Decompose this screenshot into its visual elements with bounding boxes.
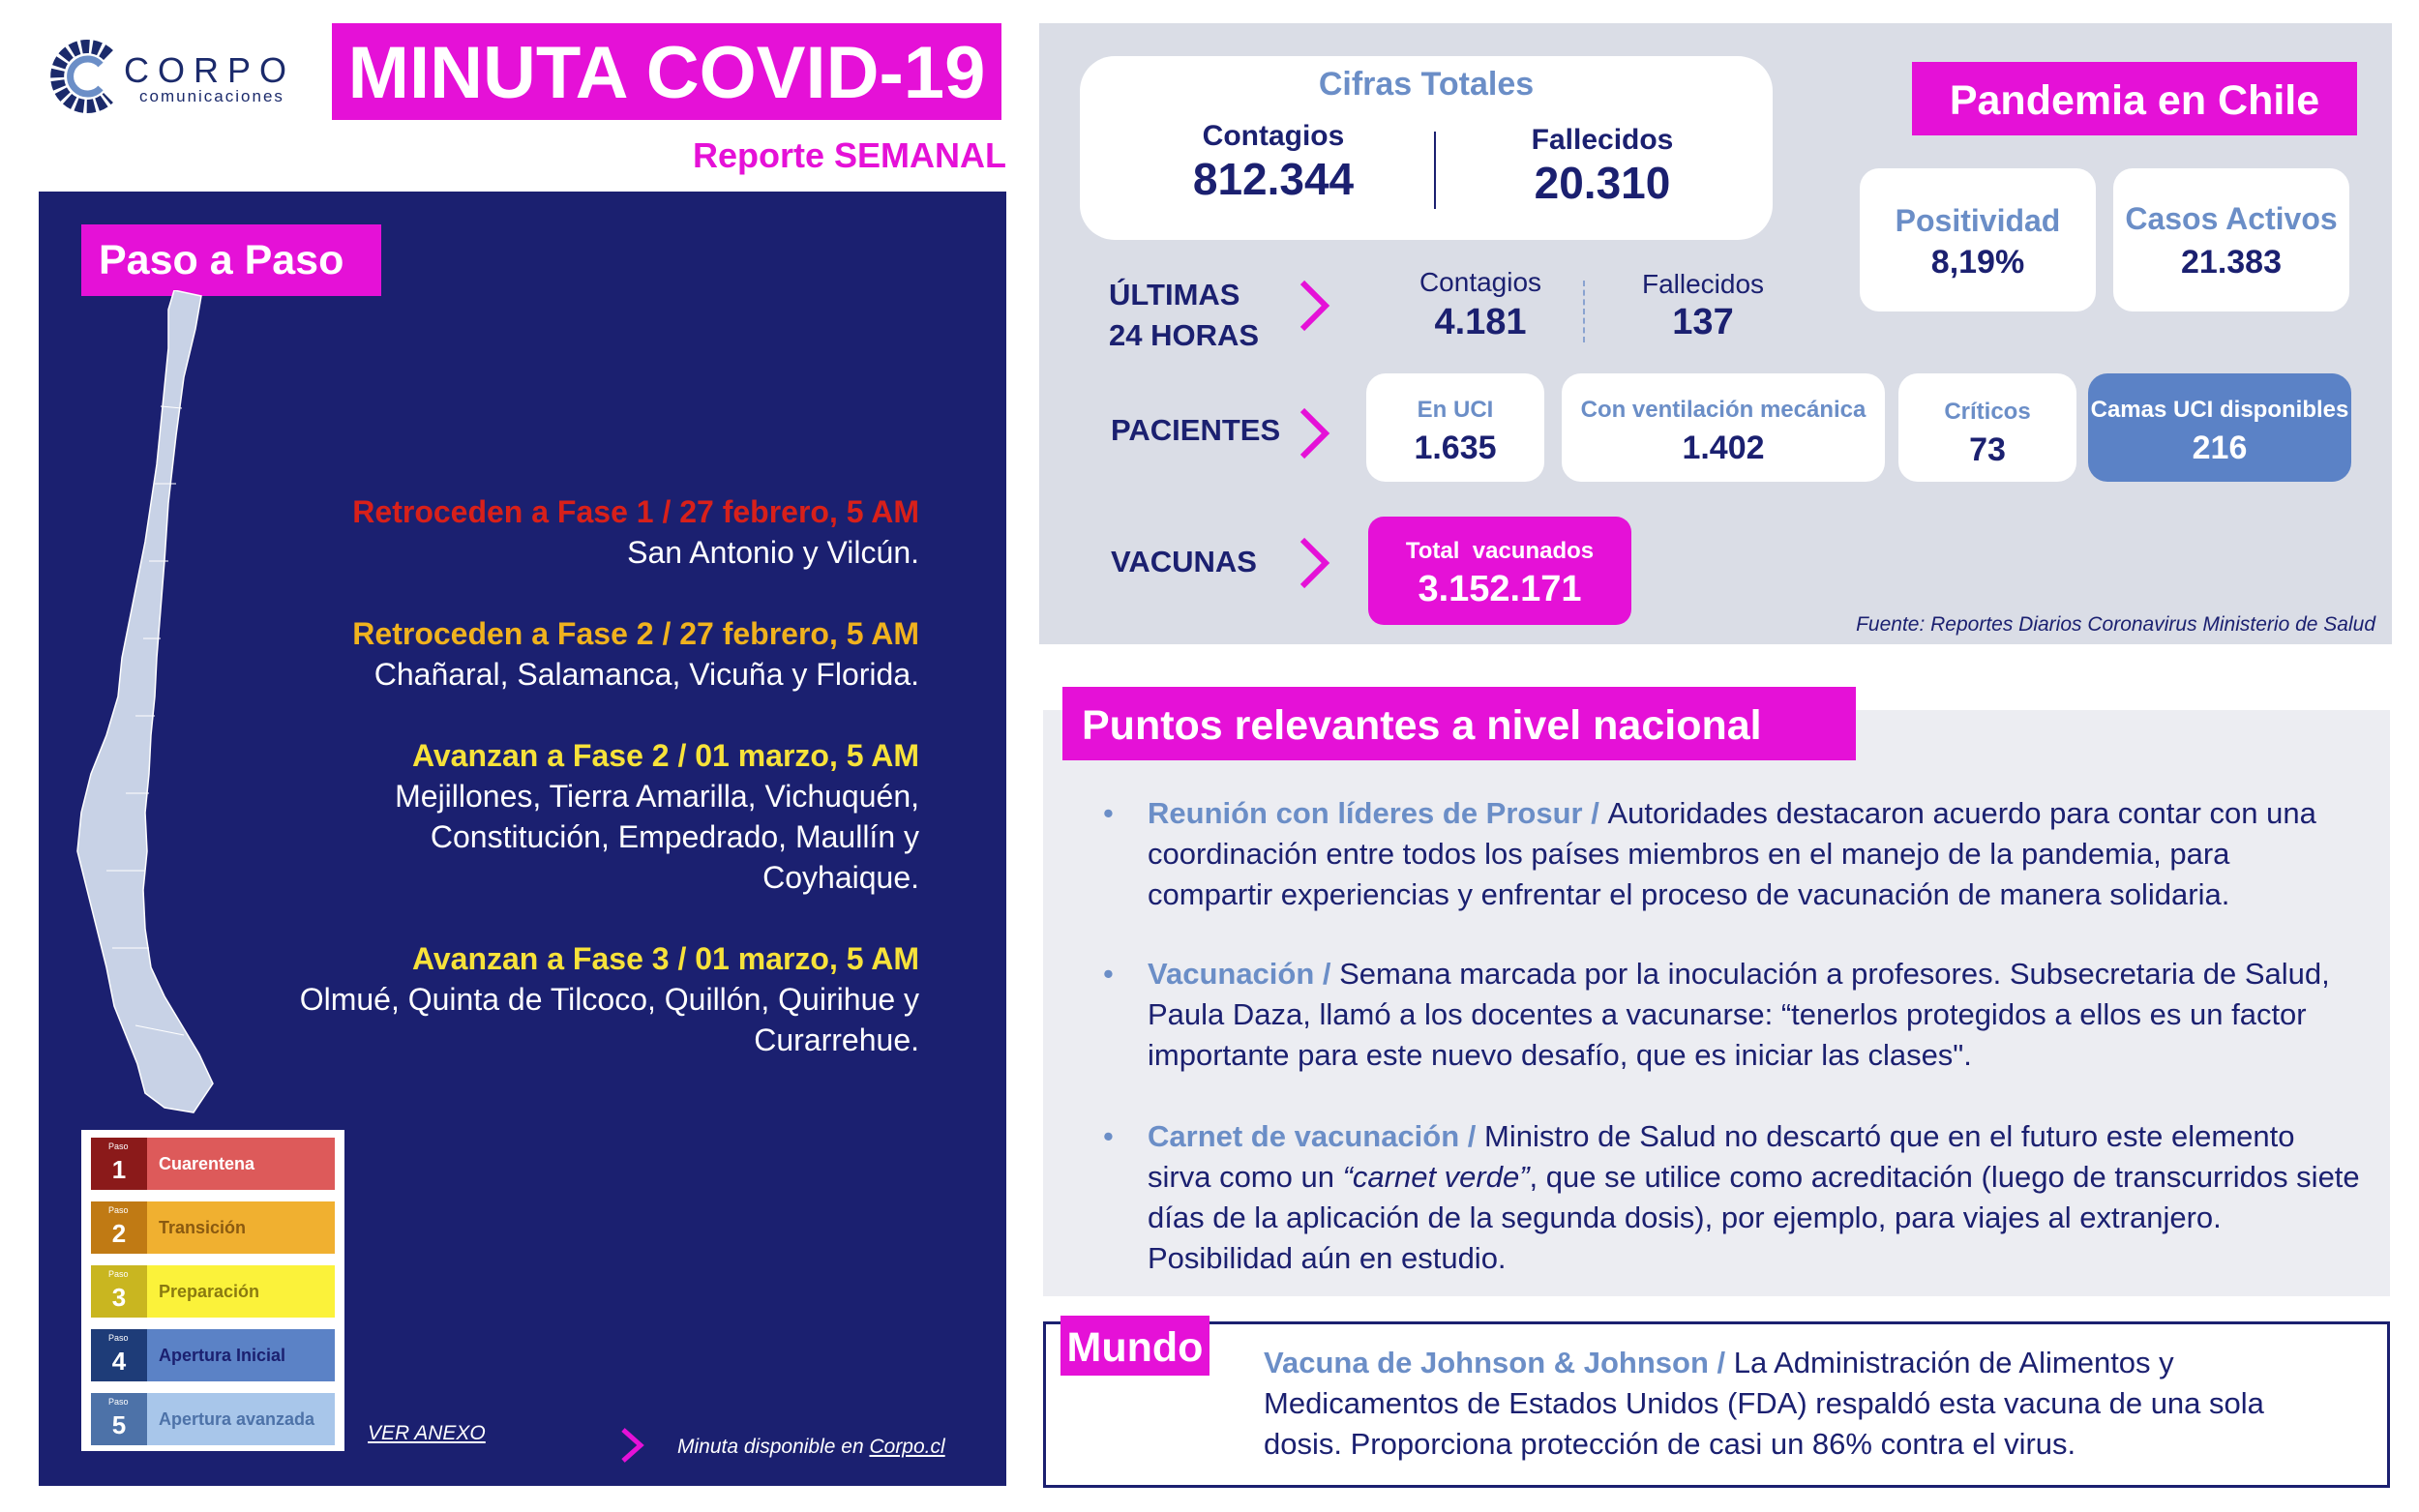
pacientes-label: PACIENTES <box>1111 413 1281 447</box>
total-contagios-value: 812.344 <box>1192 154 1355 204</box>
legend-item-1 <box>91 1138 335 1190</box>
phase-communes: Chañaral, Salamanca, Vicuña y Florida. <box>373 657 919 692</box>
divider <box>1434 132 1436 209</box>
criticos-value: 73 <box>1969 431 2006 468</box>
cifras-totales-title: Cifras Totales <box>1318 66 1535 103</box>
legend-step-number: Paso 4 <box>91 1329 147 1381</box>
news-item-body: Semana marcada por la inoculación a profesores. Subsecretaria de Salud, Paula Daza, llamó a los docentes a vacunarse: “tenerlos protegidos a ellos es un factor importante para este nuevo desafío, que es iniciar las clases". <box>1148 957 2330 1072</box>
total-fallecidos-label: Fallecidos <box>1531 124 1674 156</box>
phase-group-4 <box>290 938 919 1060</box>
mundo-heading: Mundo <box>1060 1316 1210 1376</box>
phase-group-2 <box>87 613 919 695</box>
en-uci-label: En UCI <box>1417 397 1494 423</box>
news-item-body: Ministro de Salud no descartó que en el futuro este elemento sirva como un <box>1148 1119 2295 1194</box>
vacunas-label: VACUNAS <box>1111 545 1257 578</box>
positividad-value: 8,19% <box>1930 244 2025 281</box>
ultimas-contagios-label: Contagios <box>1419 267 1542 297</box>
criticos-label: Críticos <box>1944 399 2031 425</box>
legend-item-3 <box>91 1265 335 1318</box>
news-item-heading: Vacunación / <box>1148 957 1340 991</box>
phase-title: Avanzan a Fase 2 / 01 marzo, 5 AM <box>411 738 919 773</box>
news-item-heading: Carnet de vacunación / <box>1148 1119 1484 1153</box>
ventilacion-value: 1.402 <box>1682 430 1765 466</box>
phase-legend <box>81 1130 344 1451</box>
phase-communes: Mejillones, Tierra Amarilla, Vichuquén, Constitución, Empedrado, Maullín y Coyhaique. <box>395 779 919 895</box>
total-vacunados-value: 3.152.171 <box>1418 569 1582 609</box>
legend-step-label: Preparación <box>147 1265 335 1318</box>
casos-activos-card <box>2113 168 2349 311</box>
ultimas-contagios-value: 4.181 <box>1434 302 1527 342</box>
news-item-body: , que se utilice como acreditación (luego de transcurridos siete días de la aplicación de la segunda dosis), por ejemplo, para viajes al extranjero. Posibilidad aún en estudio. <box>1148 1160 2360 1275</box>
ultimas-24-label: ÚLTIMAS 24 HORAS <box>1109 278 1260 352</box>
mundo-item-body: La Administración de Alimentos y Medicamentos de Estados Unidos (FDA) respaldó esta vacuna de una sola dosis. Proporciona protección de casi un 86% contra el virus. <box>1264 1346 2264 1461</box>
divider <box>1583 281 1585 342</box>
casos-activos-value: 21.383 <box>2181 244 2282 281</box>
positividad-card <box>1860 168 2096 311</box>
corpo-link[interactable]: Corpo.cl <box>869 1436 945 1458</box>
ver-anexo-link[interactable]: VER ANEXO <box>368 1422 486 1444</box>
total-vacunados-label: Total vacunados <box>1405 538 1595 564</box>
paso-a-paso-heading: Paso a Paso <box>81 224 381 296</box>
bullet-icon: • <box>1103 957 1114 991</box>
chile-map-icon <box>68 290 261 1122</box>
en-uci-value: 1.635 <box>1414 430 1497 466</box>
news-item-emphasis: “carnet verde” <box>1342 1160 1530 1194</box>
positividad-label: Positividad <box>1895 203 2061 238</box>
camas-uci-label: Camas UCI disponibles <box>2090 397 2349 423</box>
legend-step-number: Paso 5 <box>91 1393 147 1445</box>
bullet-icon: • <box>1103 1119 1114 1153</box>
minuta-availability: Minuta disponible en Corpo.cl <box>677 1436 945 1458</box>
page-title: MINUTA COVID-19 <box>332 23 1001 120</box>
camas-uci-value: 216 <box>2192 430 2248 466</box>
phase-group-1 <box>87 491 919 573</box>
ultimas-fallecidos-value: 137 <box>1672 302 1734 342</box>
casos-activos-label: Casos Activos <box>2125 201 2338 236</box>
phase-communes: San Antonio y Vilcún. <box>627 535 919 570</box>
phase-communes: Olmué, Quinta de Tilcoco, Quillón, Quirihue y Curarrehue. <box>299 982 919 1057</box>
legend-step-label: Apertura Inicial <box>147 1329 335 1381</box>
legend-step-label: Apertura avanzada <box>147 1393 335 1445</box>
news-item-heading: Reunión con líderes de Prosur / <box>1148 796 1608 830</box>
chevron-right-icon <box>619 1426 644 1465</box>
report-subtitle: Reporte SEMANAL <box>692 135 1006 175</box>
chevron-right-icon <box>1297 404 1331 462</box>
ultimas-fallecidos-label: Fallecidos <box>1641 269 1765 299</box>
chevron-right-icon <box>1297 534 1331 592</box>
legend-step-label: Transición <box>147 1201 335 1254</box>
legend-item-4 <box>91 1329 335 1381</box>
mundo-item-heading: Vacuna de Johnson & Johnson / <box>1264 1346 1734 1379</box>
pandemia-heading: Pandemia en Chile <box>1912 62 2357 135</box>
total-fallecidos-value: 20.310 <box>1534 158 1671 208</box>
puntos-relevantes-heading: Puntos relevantes a nivel nacional <box>1062 687 1856 760</box>
legend-item-2 <box>91 1201 335 1254</box>
ventilacion-label: Con ventilación mecánica <box>1580 397 1867 423</box>
news-item <box>1103 1116 2361 1279</box>
news-item <box>1103 954 2361 1076</box>
legend-step-label: Cuarentena <box>147 1138 335 1190</box>
news-item <box>1103 793 2361 915</box>
total-contagios-label: Contagios <box>1202 120 1345 152</box>
phase-title: Avanzan a Fase 3 / 01 marzo, 5 AM <box>411 941 919 976</box>
logo-subtitle: comunicaciones <box>139 87 284 105</box>
phase-title: Retroceden a Fase 2 / 27 febrero, 5 AM <box>352 616 919 651</box>
bullet-icon: • <box>1103 796 1114 830</box>
legend-step-number: Paso 3 <box>91 1265 147 1318</box>
logo-name: CORPO <box>124 50 296 90</box>
legend-item-5 <box>91 1393 335 1445</box>
chevron-right-icon <box>1297 277 1331 335</box>
source-note: Fuente: Reportes Diarios Coronavirus Ministerio de Salud <box>1856 613 2375 636</box>
news-item-body: Autoridades destacaron acuerdo para contar con una coordinación entre todos los países miembros en el manejo de la pandemia, para compartir experiencias y enfrentar el proceso de vacunación de manera solidaria. <box>1148 796 2316 911</box>
phase-group-3 <box>377 735 919 898</box>
corpo-logo-icon <box>48 37 126 116</box>
legend-step-number: Paso 1 <box>91 1138 147 1190</box>
phase-title: Retroceden a Fase 1 / 27 febrero, 5 AM <box>352 494 919 529</box>
legend-step-number: Paso 2 <box>91 1201 147 1254</box>
mundo-item <box>1264 1343 2347 1465</box>
